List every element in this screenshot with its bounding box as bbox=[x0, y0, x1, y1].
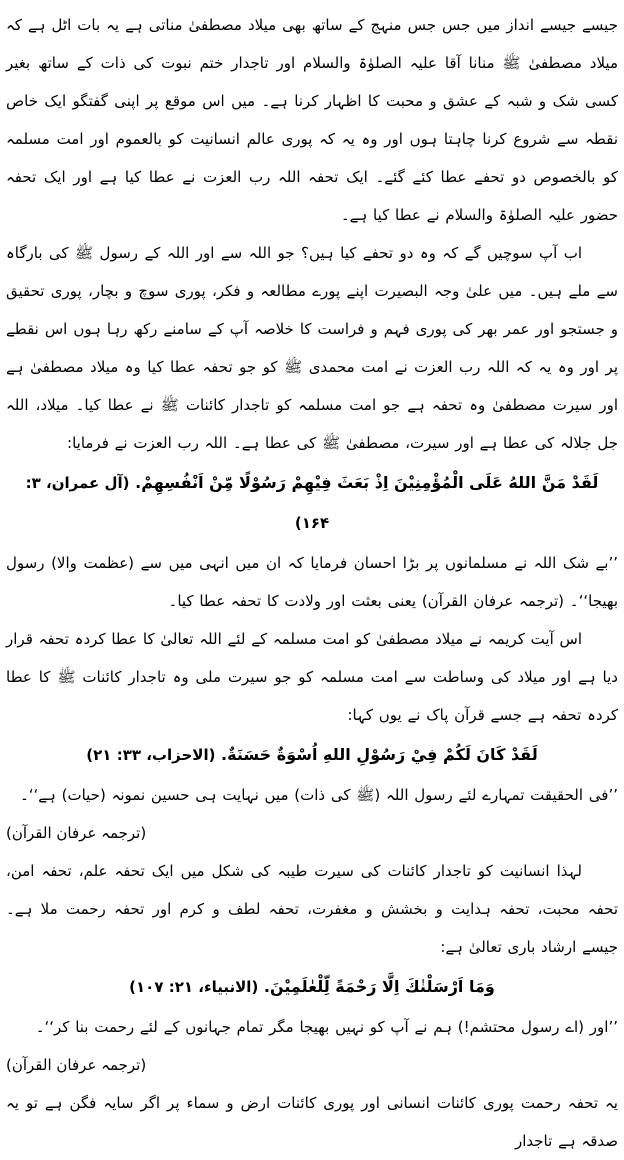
body-paragraph: جیسے جیسے انداز میں جس جس منہج کے ساتھ بھی میلاد مصطفیٰ مناتی ہے یہ بات اٹل ہے کہ میلاد مصطفیٰ ﷺ منانا آقا علیہ الصلوٰۃ والسلام اور تاجدار ختم نبوت کی ذات کے ساتھ بغیر کسی شک و شبہ کے عشق و محبت کا اظہار کرنا ہے۔ میں اس موقع پر اپنی گفتگو ایک خاص نقطہ سے شروع کرنا چاہتا ہوں اور وہ یہ کہ پوری عالم انسانیت کو بالعموم اور امت مسلمہ کو بالخصوص دو تحفے عطا کئے گئے۔ ایک تحفہ اللہ رب العزت نے عطا کیا ہے اور ایک تحفہ حضور علیہ الصلوٰۃ والسلام نے عطا کیا ہے۔ bbox=[6, 16, 618, 224]
body-paragraph: اس آیت کریمہ نے میلاد مصطفیٰ کو امت مسلمہ کے لئے اللہ تعالیٰ کا عطا کردہ تحفہ قرار دیا ہے اور میلاد کی وساطت سے امت مسلمہ کو جو سیرت ملی وہ تاجدار کائنات ﷺ کا عطا کردہ تحفہ ہے جسے قرآن پاک نے یوں کہا: bbox=[6, 630, 618, 724]
translation-source: (ترجمہ عرفان القرآن) bbox=[6, 824, 147, 842]
translation-paragraph: ’’فی الحقیقت تمہارے لئے رسول اللہ (ﷺ کی ذات) میں نہایت ہی حسین نمونہ (حیات) ہے‘‘۔ bbox=[19, 786, 618, 804]
quran-verse bbox=[6, 967, 618, 1007]
translation-paragraph: ’’بے شک اللہ نے مسلمانوں پر بڑا احسان فرمایا کہ ان میں انہی میں سے (عظمت والا) رسول بھیجا‘‘۔ (ترجمہ عرفان القرآن) یعنی بعثت اور ولادت کا تحفہ عطا کیا۔ bbox=[6, 554, 618, 610]
quran-verse-arabic: لَقَدْ مَنَّ اللهُ عَلَی الْمُؤْمِنِيْنَ اِذْ بَعَثَ فِيْهِمْ رَسُوْلًا مِّنْ اَنْفُسِهِمْ. bbox=[135, 473, 599, 492]
quran-verse-arabic: لَقَدْ كَانَ لَكُمْ فِيْ رَسُوْلِ اللهِ اُسْوَةٌ حَسَنَةٌ. bbox=[221, 745, 538, 764]
quran-verse bbox=[6, 735, 618, 775]
verse-reference: (آل عمران، ۳: ۱۶۴) bbox=[25, 474, 330, 532]
quran-verse-arabic: وَمَا اَرْسَلْنٰكَ اِلَّا رَحْمَةً لِّلْعٰلَمِيْنَ. bbox=[263, 977, 495, 996]
body-paragraph: لہذا انسانیت کو تاجدار کائنات کی سیرت طیبہ کی شکل میں ایک تحفہ علم، تحفہ امن، تحفہ محبت، تحفہ ہدایت و بخشش و مغفرت، تحفہ لطف و کرم اور تحفہ رحمت ملا ہے۔ جیسے ارشاد باری تعالیٰ ہے: bbox=[6, 862, 618, 956]
verse-reference: (الاحزاب، ۳۳: ۲۱) bbox=[86, 746, 216, 764]
verse-reference: (الانبیاء، ۲۱: ۱۰۷) bbox=[129, 978, 259, 996]
body-paragraph: اب آپ سوچیں گے کہ وہ دو تحفے کیا ہیں؟ جو اللہ سے اور اللہ کے رسول ﷺ کی بارگاہ سے ملے ہیں۔ میں علیٰ وجہ البصیرت اپنے پورے مطالعہ و فکر، پوری سوچ و بچار، پوری تحقیق و جستجو اور عمر بھر کی پوری فہم و فراست کا خلاصہ آپ کے سامنے رکھ رہا ہوں اس نقطے پر اور وہ یہ کہ اللہ رب العزت نے امت محمدی ﷺ کو جو تحفہ عطا کیا وہ میلاد مصطفیٰ ہے اور سیرت مصطفیٰ وہ تحفہ ہے جو امت مسلمہ کو تاجدار کائنات ﷺ نے عطا کیا۔ میلاد، اللہ جل جلالہ کی عطا ہے اور سیرت، مصطفیٰ ﷺ کی عطا ہے۔ اللہ رب العزت نے فرمایا: bbox=[6, 244, 618, 452]
body-paragraph: یہ تحفہ رحمت پوری کائنات انسانی اور پوری کائنات ارض و سماء پر اگر سایہ فگن ہے تو یہ صدقہ ہے تاجدار bbox=[6, 1094, 618, 1150]
quran-verse bbox=[6, 463, 618, 543]
translation-source: (ترجمہ عرفان القرآن) bbox=[6, 1056, 147, 1074]
translation-paragraph: ’’اور (اے رسول محتشم!) ہم نے آپ کو نہیں بھیجا مگر تمام جہانوں کے لئے رحمت بنا کر‘‘۔ bbox=[35, 1018, 618, 1036]
